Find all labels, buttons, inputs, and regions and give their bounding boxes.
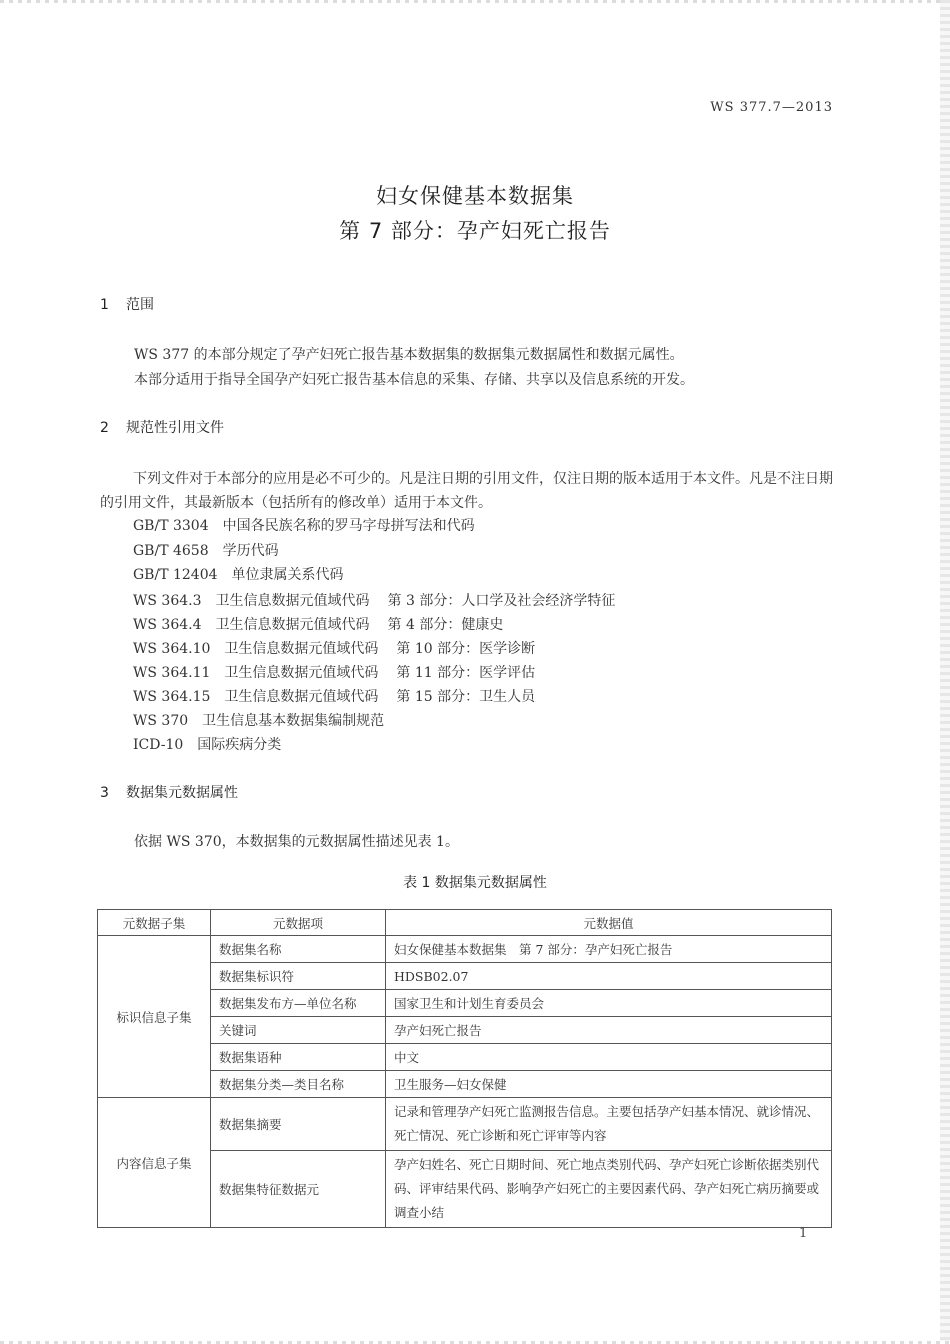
reference-code: WS 364.10	[133, 641, 211, 657]
metadata-value: 孕产妇姓名、死亡日期时间、死亡地点类别代码、孕产妇死亡诊断依据类别代码、评审结果代码、影响孕产妇死亡的主要因素代码、孕产妇死亡病历摘要或调查小结	[386, 1151, 832, 1228]
page-number: 1	[799, 1226, 808, 1241]
metadata-item: 数据集名称	[211, 936, 386, 963]
reference-title: 中国各民族名称的罗马字母拼写法和代码	[222, 518, 475, 534]
reference-item	[133, 734, 281, 754]
metadata-value: 妇女保健基本数据集 第 7 部分：孕产妇死亡报告	[386, 936, 832, 963]
subset-name: 内容信息子集	[98, 1098, 211, 1228]
reference-item	[133, 590, 615, 610]
metadata-item: 数据集摘要	[211, 1098, 386, 1151]
section-title: 数据集元数据属性	[126, 785, 238, 801]
metadata-value: 卫生服务—妇女保健	[386, 1071, 832, 1098]
metadata-item: 数据集发布方—单位名称	[211, 990, 386, 1017]
references-intro: 下列文件对于本部分的应用是必不可少的。凡是注日期的引用文件，仅注日期的版本适用于本文件。凡是不注日期的引用文件，其最新版本（包括所有的修改单）适用于本文件。	[100, 471, 833, 511]
section-heading-references	[100, 417, 224, 437]
reference-item	[133, 515, 475, 535]
column-header: 元数据值	[386, 910, 832, 936]
scope-paragraph-2: 本部分适用于指导全国孕产妇死亡报告基本信息的采集、存储、共享以及信息系统的开发。	[134, 372, 694, 388]
reference-code: WS 364.15	[133, 689, 211, 705]
metadata-item: 数据集标识符	[211, 963, 386, 990]
reference-title: 国际疾病分类	[197, 737, 282, 753]
reference-code: GB/T 12404	[133, 567, 218, 583]
reference-code: WS 364.4	[133, 617, 202, 633]
table-header-row	[98, 910, 832, 936]
reference-title: 卫生信息数据元值域代码	[215, 593, 370, 609]
column-header: 元数据项	[211, 910, 386, 936]
reference-title: 学历代码	[222, 543, 279, 559]
reference-item	[133, 710, 384, 730]
column-header: 元数据子集	[98, 910, 211, 936]
section-heading-metadata	[100, 782, 238, 802]
reference-title: 卫生信息数据元值域代码	[224, 665, 379, 681]
reference-title: 卫生信息数据元值域代码	[224, 689, 379, 705]
reference-code: WS 370	[133, 713, 189, 729]
metadata-value: HDSB02.07	[386, 963, 832, 990]
reference-part: 第 15 部分：卫生人员	[396, 689, 536, 705]
reference-part: 第 4 部分：健康史	[387, 617, 504, 633]
reference-part: 第 11 部分：医学评估	[396, 665, 536, 681]
reference-part: 第 10 部分：医学诊断	[396, 641, 536, 657]
reference-item	[133, 614, 503, 634]
metadata-value: 孕产妇死亡报告	[386, 1017, 832, 1044]
metadata-item: 数据集特征数据元	[211, 1151, 386, 1228]
metadata-value: 国家卫生和计划生育委员会	[386, 990, 832, 1017]
reference-part: 第 3 部分：人口学及社会经济学特征	[387, 593, 616, 609]
standard-number: WS 377.7—2013	[710, 100, 833, 115]
reference-title: 卫生信息数据元值域代码	[215, 617, 370, 633]
section-number: 1	[100, 297, 109, 313]
metadata-table	[97, 909, 832, 1228]
metadata-item: 数据集语种	[211, 1044, 386, 1071]
reference-code: ICD-10	[133, 737, 184, 753]
reference-item	[133, 564, 344, 584]
reference-title: 单位隶属关系代码	[231, 567, 344, 583]
section-title: 规范性引用文件	[126, 420, 224, 436]
document-title: 妇女保健基本数据集	[376, 184, 574, 208]
section-number: 3	[100, 785, 109, 801]
metadata-item: 数据集分类—类目名称	[211, 1071, 386, 1098]
reference-code: WS 364.11	[133, 665, 211, 681]
metadata-value: 记录和管理孕产妇死亡监测报告信息。主要包括孕产妇基本情况、就诊情况、死亡情况、死亡诊断和死亡评审等内容	[386, 1098, 832, 1151]
scan-edge-top	[0, 0, 950, 3]
section-title: 范围	[126, 297, 154, 313]
document-subtitle: 第 7 部分：孕产妇死亡报告	[339, 219, 611, 243]
table-row	[98, 1098, 832, 1151]
reference-item	[133, 540, 279, 560]
table-caption: 表 1 数据集元数据属性	[403, 875, 547, 891]
reference-item	[133, 638, 535, 658]
reference-title: 卫生信息数据元值域代码	[224, 641, 379, 657]
reference-item	[133, 686, 535, 706]
reference-code: GB/T 4658	[133, 543, 209, 559]
subset-name: 标识信息子集	[98, 936, 211, 1098]
table-row	[98, 936, 832, 963]
metadata-item: 关键词	[211, 1017, 386, 1044]
section-heading-scope	[100, 294, 154, 314]
section-number: 2	[100, 420, 109, 436]
reference-code: WS 364.3	[133, 593, 202, 609]
reference-code: GB/T 3304	[133, 518, 209, 534]
metadata-value: 中文	[386, 1044, 832, 1071]
metadata-paragraph: 依据 WS 370，本数据集的元数据属性描述见表 1。	[134, 834, 459, 850]
scope-paragraph-1: WS 377 的本部分规定了孕产妇死亡报告基本数据集的数据集元数据属性和数据元属性。	[134, 347, 684, 363]
reference-item	[133, 662, 535, 682]
reference-title: 卫生信息基本数据集编制规范	[202, 713, 385, 729]
